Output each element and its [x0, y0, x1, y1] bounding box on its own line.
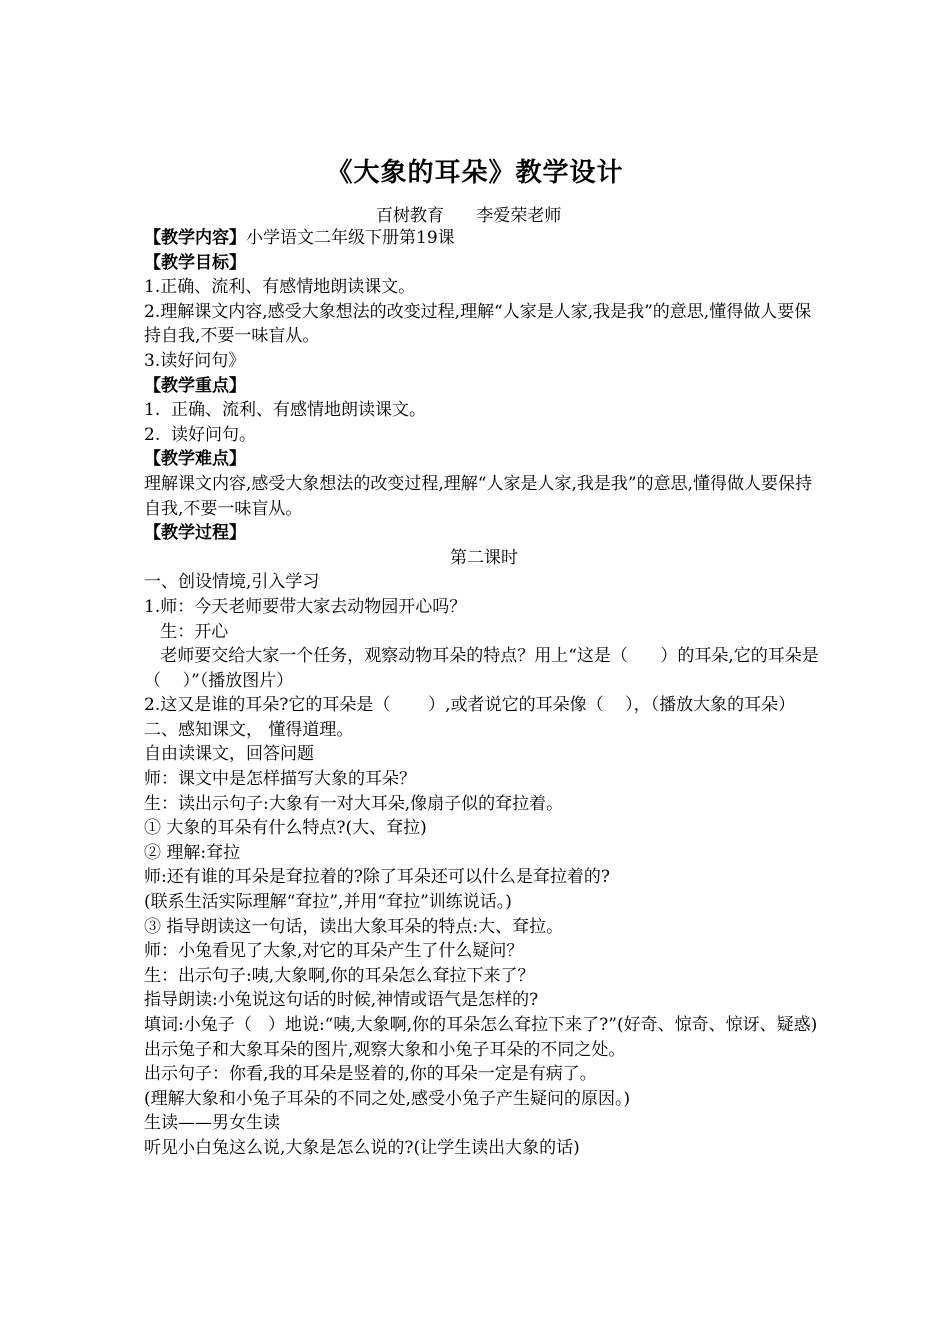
- process-line: (理解大象和小兔子耳朵的不同之处,感受小兔子产生疑问的原因。): [144, 1088, 631, 1109]
- process-line: 2.这又是谁的耳朵?它的耳朵是（ ）,或者说它的耳朵像（ ），（播放大象的耳朵）: [144, 695, 796, 716]
- difficulty-heading-line: [144, 447, 824, 472]
- document-title: 《大象的耳朵》教学设计: [326, 158, 624, 188]
- process-heading: 【教学过程】: [144, 523, 246, 544]
- process-line: 师:还有谁的耳朵是耷拉着的?除了耳朵还可以什么是耷拉着的?: [144, 867, 610, 888]
- goal-item: 1.正确、流利、有感情地朗读课文。: [144, 277, 416, 298]
- process-line: 生：出示句子:咦,大象啊,你的耳朵怎么耷拉下来了？: [144, 965, 535, 986]
- difficulty-heading: 【教学难点】: [144, 449, 246, 470]
- process-line: 出示句子：你看,我的耳朵是竖着的,你的耳朵一定是有病了。: [144, 1064, 597, 1085]
- process-line: 二、感知课文， 懂得道理。: [144, 719, 354, 740]
- process-line: 指导朗读:小兔说这句话的时候,神情或语气是怎样的?: [144, 990, 539, 1011]
- key-heading-line: [144, 374, 824, 399]
- key-point: 1. 正确、流利、有感情地朗读课文。: [144, 400, 427, 421]
- process-line: 听见小白兔这么说,大象是怎么说的?(让学生读出大象的话): [144, 1137, 580, 1158]
- document-body: [144, 226, 824, 1161]
- content-line: [144, 226, 824, 251]
- goal-item: 2.理解课文内容,感受大象想法的改变过程,理解“人家是人家,我是我”的意思,懂得做人要保持自我,不要一味盲从。: [144, 301, 812, 347]
- process-line: 出示兔子和大象耳朵的图片,观察大象和小兔子耳朵的不同之处。: [144, 1039, 626, 1060]
- process-heading-line: [144, 521, 824, 546]
- process-line: 生：读出示句子:大象有一对大耳朵,像扇子似的耷拉着。: [144, 793, 564, 814]
- lesson-label: 第二课时: [450, 547, 518, 568]
- key-point: 2. 读好问句。: [144, 424, 257, 445]
- process-line: 一、创设情境,引入学习: [144, 572, 320, 593]
- process-line: 生：开心: [144, 621, 229, 642]
- process-line: 1.师：今天老师要带大家去动物园开心吗？: [144, 596, 467, 617]
- content-text: 小学语文二年级下册第19课: [246, 228, 455, 248]
- process-line: (联系生活实际理解“耷拉”,并用“耷拉”训练说话。): [144, 892, 512, 913]
- key-heading: 【教学重点】: [144, 375, 246, 396]
- process-line: 师：小兔看见了大象,对它的耳朵产生了什么疑问？: [144, 941, 524, 962]
- process-line: 老师要交给大家一个任务，观察动物耳朵的特点？用上“这是（ ）的耳朵,它的耳朵是（ ）”（播放图片）: [144, 646, 819, 691]
- process-line: 生读——男女生读: [144, 1113, 280, 1134]
- process-line: ③ 指导朗读这一句话，读出大象耳朵的特点:大、耷拉。: [144, 916, 564, 937]
- author-line: 百树教育 李爱荣老师: [376, 206, 562, 226]
- process-line: ② 理解:耷拉: [144, 842, 241, 863]
- difficulty-text: 理解课文内容,感受大象想法的改变过程,理解“人家是人家,我是我”的意思,懂得做人要保持自我,不要一味盲从。: [144, 473, 812, 519]
- content-heading: 【教学内容】: [144, 228, 246, 248]
- goal-item: 3.读好问句》: [144, 350, 246, 371]
- process-line: 师：课文中是怎样描写大象的耳朵？: [144, 769, 416, 790]
- goals-heading-line: [144, 251, 824, 276]
- process-line: ① 大象的耳朵有什么特点?(大、耷拉): [144, 818, 427, 839]
- process-line: 填词:小兔子（ ）地说:“咦,大象啊,你的耳朵怎么耷拉下来了?”(好奇、惊奇、惊讶、疑惑): [144, 1015, 818, 1035]
- goals-heading: 【教学目标】: [144, 252, 246, 273]
- process-line: 自由读课文，回答问题: [144, 744, 314, 765]
